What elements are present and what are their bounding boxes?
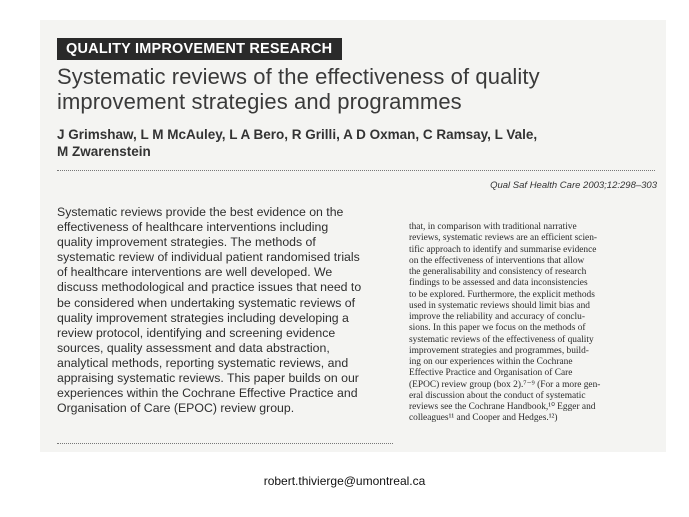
abstract-line: quality improvement strategies including developing a <box>57 310 349 325</box>
abstract-line: of healthcare interventions are well developed. We <box>57 265 333 280</box>
body-text-line: sions. In this paper we focus on the methods of <box>409 323 586 334</box>
abstract-text <box>57 205 397 416</box>
body-text-line: ing on our experiences within the Cochrane <box>409 357 573 367</box>
abstract-line: review protocol, identifying and screening evidence <box>57 325 336 340</box>
body-column-text <box>409 222 659 425</box>
abstract-line: sources, quality assessment and data abstraction, <box>57 340 330 355</box>
article-title <box>57 64 647 114</box>
author-list <box>57 126 657 160</box>
abstract-line: systematic review of individual patient randomised trials <box>57 250 360 265</box>
abstract-line: Systematic reviews provide the best evidence on the <box>57 205 344 219</box>
dotted-divider-top <box>57 170 655 171</box>
body-text-line: improvement strategies and programmes, build- <box>409 345 589 356</box>
abstract-line: effectiveness of healthcare interventions including <box>57 220 329 235</box>
article-title-line: improvement strategies and programmes <box>57 89 462 114</box>
body-text-line: the generalisability and consistency of research <box>409 267 587 277</box>
body-text-line: to be explored. Furthermore, the explicit methods <box>409 289 595 300</box>
abstract-line: experiences within the Cochrane Effective Practice and <box>57 386 358 401</box>
section-banner: QUALITY IMPROVEMENT RESEARCH <box>57 38 342 60</box>
body-text-line: tific approach to identify and summarise evidence <box>409 244 597 255</box>
abstract-line: analytical methods, reporting systematic reviews, and <box>57 355 349 370</box>
body-text-line: that, in comparison with traditional narrative <box>409 222 577 232</box>
abstract-line: quality improvement strategies. The methods of <box>57 235 316 250</box>
body-text-line: eral discussion about the conduct of systematic <box>409 390 586 401</box>
article-title-line: Systematic reviews of the effectiveness of quality <box>57 64 540 89</box>
author-line: J Grimshaw, L M McAuley, L A Bero, R Grilli, A D Oxman, C Ramsay, L Vale, <box>57 127 538 142</box>
abstract-line: appraising systematic reviews. This paper builds on our <box>57 371 359 386</box>
abstract-line: Organisation of Care (EPOC) review group. <box>57 401 295 416</box>
abstract-line: discuss methodological and practice issues that need to <box>57 280 362 295</box>
author-line: M Zwarenstein <box>57 144 151 159</box>
body-text-line: reviews see the Cochrane Handbook,¹⁰ Egger and <box>409 402 596 412</box>
dotted-divider-bottom <box>57 443 393 444</box>
body-text-line: used in systematic reviews should limit bias and <box>409 300 590 311</box>
body-text-line: findings to be assessed and data inconsistencies <box>409 278 588 289</box>
journal-citation: Qual Saf Health Care 2003;12:298–303 <box>490 180 657 191</box>
contact-email: robert.thivierge@umontreal.ca <box>263 474 426 488</box>
body-text-line: colleagues¹¹ and Cooper and Hedges.¹²) <box>409 413 558 424</box>
body-text-line: (EPOC) review group (box 2).⁷⁻⁹ (For a more gen- <box>409 379 601 390</box>
body-text-line: improve the reliability and accuracy of conclu- <box>409 312 585 322</box>
body-text-line: systematic reviews of the effectiveness of quality <box>409 334 594 345</box>
abstract-line: be considered when undertaking systematic reviews of <box>57 295 356 310</box>
body-text-line: on the effectiveness of interventions that allow <box>409 255 585 266</box>
body-text-line: Effective Practice and Organisation of Care <box>409 368 573 379</box>
body-text-line: reviews, systematic reviews are an efficient scien- <box>409 233 598 244</box>
